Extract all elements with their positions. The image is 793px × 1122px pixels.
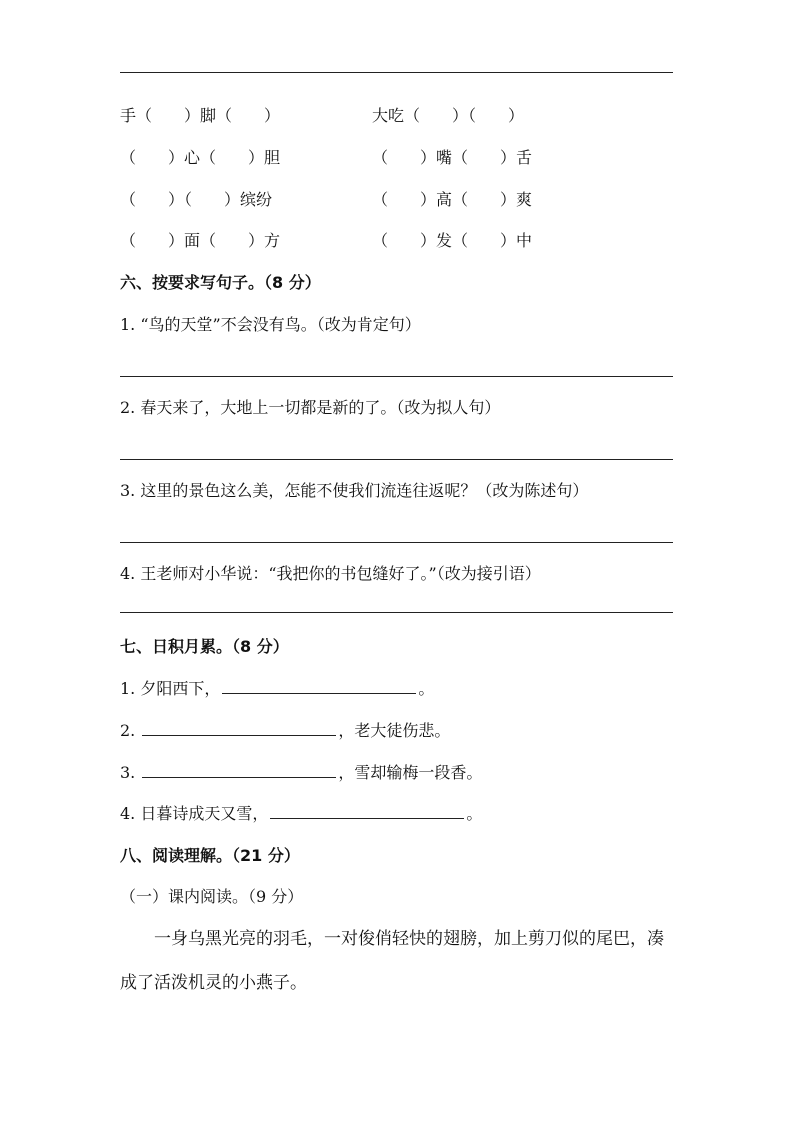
fill-blank-2[interactable] [142, 721, 336, 736]
section7-item-3 [120, 762, 482, 784]
answer-line-4[interactable] [120, 612, 673, 613]
section7-item-1-before: 1. 夕阳西下， [120, 679, 221, 698]
section7-item-2-before: 2. [120, 721, 141, 740]
section7-item-4 [120, 803, 482, 825]
reading-passage: 一身乌黑光亮的羽毛，一对俊俏轻快的翅膀，加上剪刀似的尾巴，凑成了活泼机灵的小燕子。 [120, 929, 664, 993]
answer-line-1[interactable] [120, 376, 673, 377]
fill-blank-1[interactable] [222, 679, 416, 694]
top-rule [120, 72, 673, 73]
idiom-right-1: 大吃（ ）（ ） [372, 106, 525, 125]
idiom-right-2: （ ）嘴（ ）舌 [372, 148, 533, 167]
section7-item-4-after: 。 [466, 804, 483, 823]
section7-item-3-after: ，雪却输梅一段香。 [338, 763, 483, 782]
section6-item-3: 3. 这里的景色这么美，怎能不使我们流连往返呢？（改为陈述句） [120, 481, 589, 500]
section7-item-2-after: ，老大徒伤悲。 [338, 721, 451, 740]
section7-title: 七、日积月累。（8 分） [120, 637, 289, 656]
section6-title: 六、按要求写句子。（8 分） [120, 273, 321, 292]
section7-item-3-before: 3. [120, 763, 141, 782]
section6-item-4: 4. 王老师对小华说：“我把你的书包缝好了。”（改为接引语） [120, 564, 541, 583]
section7-item-1 [120, 678, 434, 700]
section7-item-1-after: 。 [418, 679, 435, 698]
idiom-left-4: （ ）面（ ）方 [120, 231, 281, 250]
section6-item-1: 1. “鸟的天堂”不会没有鸟。（改为肯定句） [120, 315, 421, 334]
section6-item-2: 2. 春天来了，大地上一切都是新的了。（改为拟人句） [120, 398, 501, 417]
section7-item-4-before: 4. 日暮诗成天又雪， [120, 804, 269, 823]
fill-blank-3[interactable] [142, 763, 336, 778]
idiom-left-2: （ ）心（ ）胆 [120, 148, 281, 167]
section7-item-2 [120, 720, 450, 742]
answer-line-3[interactable] [120, 542, 673, 543]
idiom-right-4: （ ）发（ ）中 [372, 231, 533, 250]
fill-blank-4[interactable] [270, 804, 464, 819]
section8-subtitle: （一）课内阅读。（9 分） [120, 887, 304, 906]
section8-title: 八、阅读理解。（21 分） [120, 846, 300, 865]
idiom-right-3: （ ）高（ ）爽 [372, 190, 533, 209]
idiom-left-3: （ ）（ ）缤纷 [120, 190, 273, 209]
idiom-left-1: 手（ ）脚（ ） [120, 106, 281, 125]
answer-line-2[interactable] [120, 459, 673, 460]
